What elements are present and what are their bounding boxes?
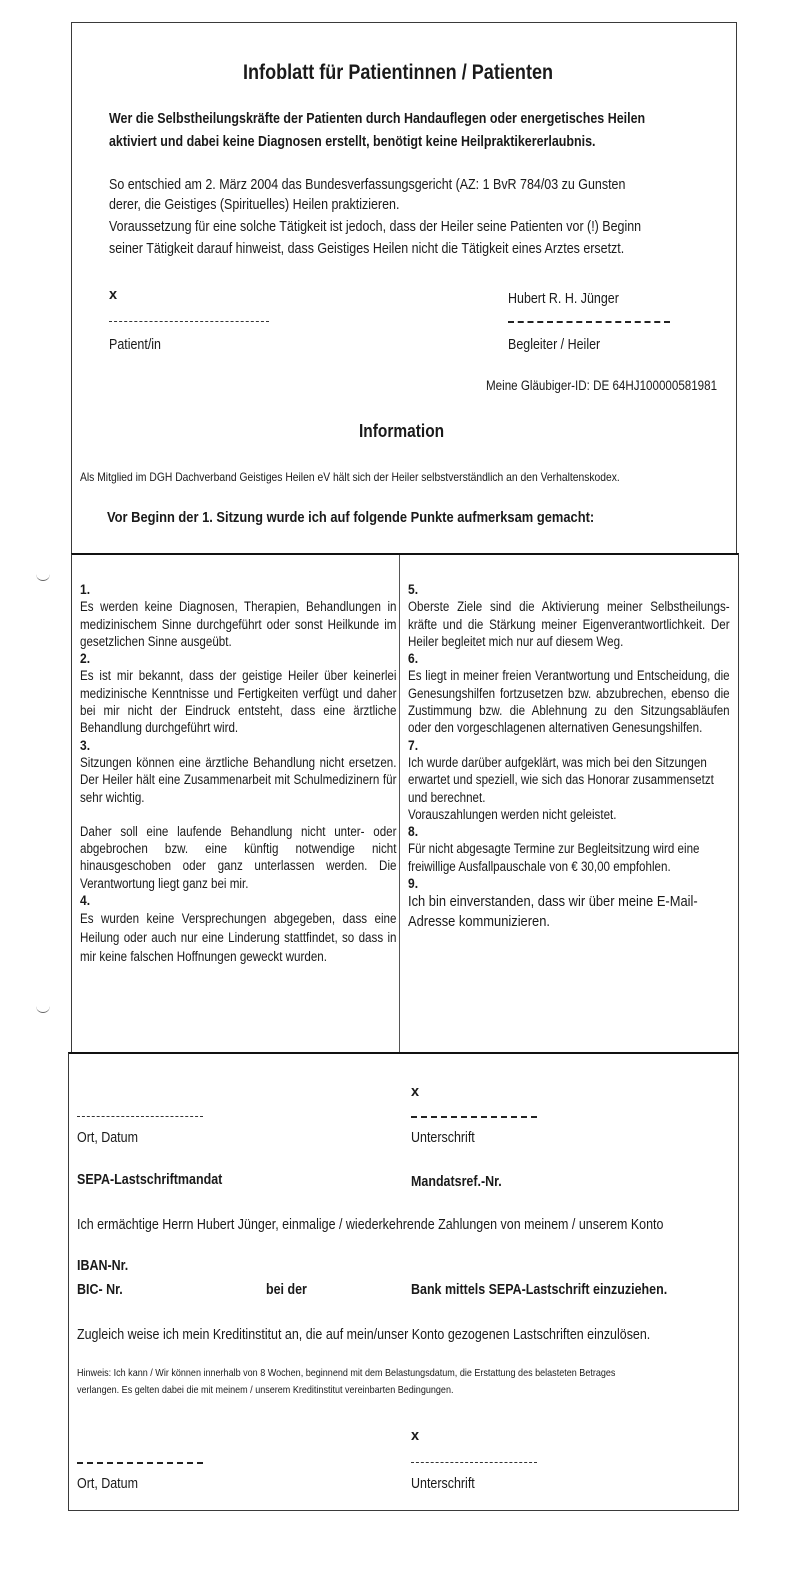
mandate-reference-label: Mandatsref.-Nr. [411,1174,502,1190]
lead-text-line-2: aktiviert und dabei keine Diagnosen erstellt, benötigt keine Heilpraktikererlaubnis. [109,134,596,150]
signature-label: Unterschrift [411,1130,475,1146]
points-left-column [80,581,396,966]
creditor-id: Meine Gläubiger-ID: DE 64HJ100000581981 [486,378,718,393]
healer-name: Hubert R. H. Jünger [508,291,619,307]
sepa-heading: SEPA-Lastschriftmandat [77,1172,223,1188]
point-text: Ich wurde darüber aufgeklärt, was mich bei den Sitzungen erwartet und speziell, wie sich das Honorar zusammensetzt und berechnet. [408,754,714,805]
point-number: 5. [408,581,419,597]
bank-instruction-text: Zugleich weise ich mein Kreditinstitut an, die auf mein/unser Konto gezogenen Lastschriften einzulösen. [77,1327,651,1343]
punch-mark-top [36,572,50,581]
collect-text: Bank mittels SEPA-Lastschrift einzuziehen. [411,1282,668,1298]
point-number: 4. [80,892,91,909]
final-signature-sign-mark: x [411,1428,420,1444]
patient-label: Patient/in [109,337,162,353]
points-section [71,553,739,1053]
point-number: 1. [80,581,91,597]
signature-sign-mark: x [411,1084,420,1100]
membership-text: Als Mitglied im DGH Dachverband Geistiges Heilen eV hält sich der Heiler selbstverständlich an den Verhaltenskodex. [80,470,620,484]
refund-note-line-1: Hinweis: Ich kann / Wir können innerhalb von 8 Wochen, beginnend mit dem Belastungsdatum, die Erstattung des belasteten Betrages [77,1367,616,1379]
point-text: Oberste Ziele sind die Aktivierung meiner Selbstheilungs-kräfte und die Stärkung meiner Eigenverantwortlichkeit. Der Heiler begleitet mich nur auf diesem Weg. [408,599,730,649]
point-4 [80,892,396,966]
requirement-line-2: seiner Tätigkeit darauf hinweist, dass Geistiges Heilen nicht die Tätigkeit eines Arztes ersetzt. [109,241,625,257]
column-divider [399,555,400,1053]
point-5 [408,581,730,650]
infoblatt-section [71,22,737,554]
bank-at-label: bei der [266,1282,307,1298]
place-date-label: Ort, Datum [77,1130,138,1146]
signature-line[interactable] [411,1116,537,1118]
final-place-date-line[interactable] [77,1462,203,1464]
requirement-line-1: Voraussetzung für eine solche Tätigkeit ist jedoch, dass der Heiler seine Patienten vor (!) Beginn [109,219,642,235]
iban-label: IBAN-Nr. [77,1258,129,1274]
punch-mark-bottom [36,1004,50,1013]
point-9 [408,875,730,932]
point-number: 3. [80,736,91,753]
point-text: Es werden keine Diagnosen, Therapien, Behandlungen in medizinischem Sinne durchgeführt oder sonst Heilkunde im gesetzlichen Sinne ausgeübt. [80,599,397,649]
point-text: Es wurden keine Versprechungen abgegeben, dass eine Heilung oder auch nur eine Linderung stattfindet, so dass in mir keine falschen Hoffnungen geweckt wurden. [80,911,397,965]
page-title: Infoblatt für Patientinnen / Patienten [243,61,554,84]
point-text: Sitzungen können eine ärztliche Behandlung nicht ersetzen. Der Heiler hält eine Zusammenarbeit mit Schulmedizinern für sehr wichtig. [80,754,397,805]
healer-signature-line [508,321,670,323]
point-number: 7. [408,736,419,753]
point-2 [80,650,396,736]
court-decision-line-1: So entschied am 2. März 2004 das Bundesverfassungsgericht (AZ: 1 BvR 784/03 zu Gunsten [109,177,626,193]
point-text: Es liegt in meiner freien Verantwortung und Entscheidung, die Genesungshilfen fortzusetzen bzw. abzubrechen, ebenso die Zustimmung bzw. die Ablehnung zu den Sitzungsabläufen oder den vorgeschlagenen alternativen Genesungshilfen. [408,668,730,736]
point-8 [408,823,730,875]
healer-label: Begleiter / Heiler [508,337,601,353]
lead-text-line-1: Wer die Selbstheilungskräfte der Patienten durch Handauflegen oder energetisches Heilen [109,111,646,127]
point-7 [408,737,730,823]
point-number: 9. [408,875,419,892]
points-right-column [408,581,730,932]
point-text: Für nicht abgesagte Termine zur Begleitsitzung wird eine freiwillige Ausfallpauschale von € 30,00 empfohlen. [408,841,700,874]
authorization-text: Ich ermächtige Herrn Hubert Jünger, einmalige / wiederkehrende Zahlungen von meinem / unserem Konto [77,1217,664,1233]
place-date-line[interactable] [77,1116,203,1117]
patient-signature-line[interactable] [109,321,269,322]
sepa-mandate-section [68,1052,739,1511]
point-number: 8. [408,823,419,840]
court-decision-line-2: derer, die Geistiges (Spirituelles) Heilen praktizieren. [109,197,400,213]
point-3 [80,737,396,892]
point-text-extra: Vorauszahlungen werden nicht geleistet. [408,806,617,822]
point-1 [80,581,396,650]
point-6 [408,650,730,736]
point-text: Es ist mir bekannt, dass der geistige Heiler über keinerlei medizinische Kenntnisse und Fertigkeiten verfügt und daher bei mir nicht der Eindruck entsteht, dass eine ärztliche Behandlung durchgeführt wird. [80,668,397,736]
points-intro: Vor Beginn der 1. Sitzung wurde ich auf folgende Punkte aufmerksam gemacht: [107,509,595,526]
point-text: Ich bin einverstanden, dass wir über meine E-Mail-Adresse kommunizieren. [408,893,698,931]
patient-sign-mark: x [109,287,118,303]
final-place-date-label: Ort, Datum [77,1476,138,1492]
final-signature-label: Unterschrift [411,1476,475,1492]
point-text-extra: Daher soll eine laufende Behandlung nicht unter- oder abgebrochen bzw. eine künftig notwendige nicht hinausgeschoben oder ganz unterlassen werden. Die Verantwortung liegt ganz bei mir. [80,823,397,891]
final-signature-line[interactable] [411,1462,537,1463]
point-number: 6. [408,650,419,667]
information-heading: Information [359,421,445,441]
point-number: 2. [80,650,91,667]
refund-note-line-2: verlangen. Es gelten dabei die mit meinem / unserem Kreditinstitut vereinbarten Bedingungen. [77,1384,454,1396]
bic-label: BIC- Nr. [77,1282,123,1298]
